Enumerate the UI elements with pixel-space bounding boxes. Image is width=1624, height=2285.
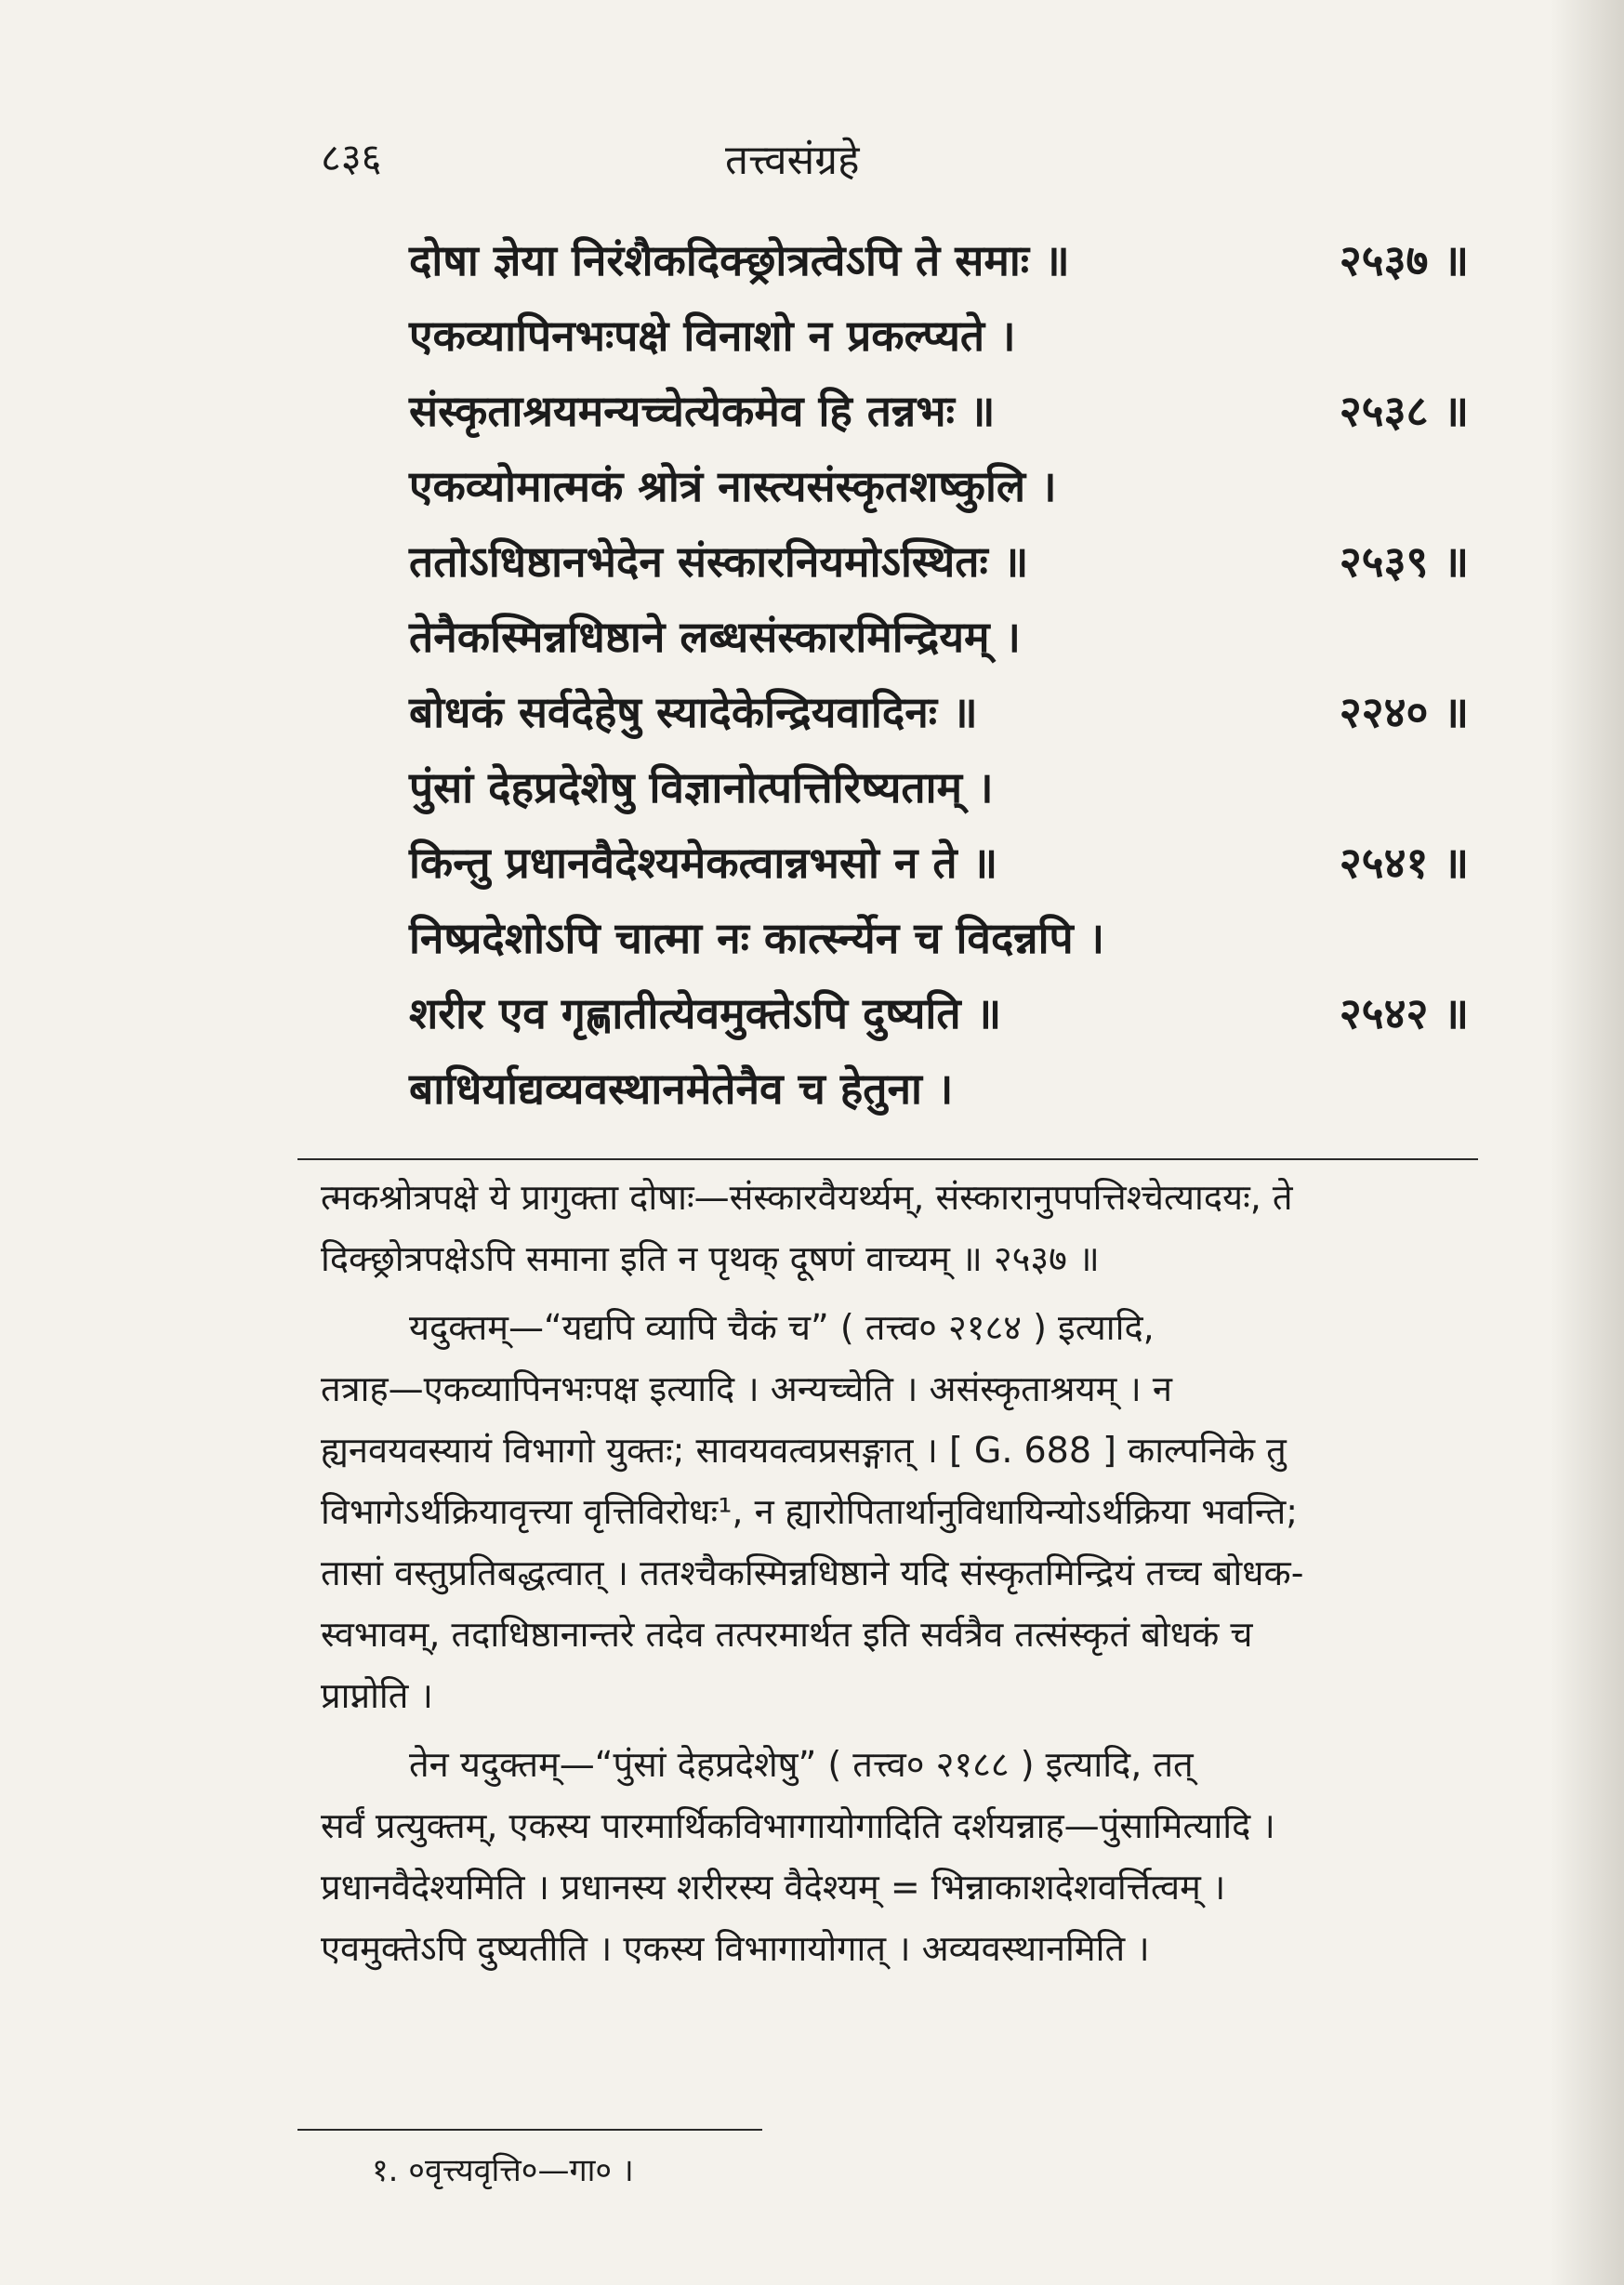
verse-number: २२४० ॥ bbox=[1339, 687, 1469, 737]
verse-line bbox=[409, 1051, 1487, 1127]
verse-text: संस्कृताश्रयमन्यच्चेत्येकमेव हि तन्नभः ॥ bbox=[409, 386, 996, 436]
verse-number: २५४२ ॥ bbox=[1339, 988, 1469, 1038]
page-number: ८३६ bbox=[321, 135, 382, 180]
verse-line bbox=[409, 223, 1487, 298]
verse-text: बाधिर्याद्यव्यवस्थानमेतेनैव च हेतुना । bbox=[409, 1063, 954, 1114]
verse-line bbox=[409, 901, 1487, 976]
verse-text: दोषा ज्ञेया निरंशैकदिक्छ्रोत्रत्वेऽपि ते समाः ॥ bbox=[409, 235, 1070, 285]
commentary-paragraph: त्मकश्रोत्रपक्षे ये प्रागुक्ता दोषाः—संस्कारवैयर्थ्यम्, संस्कारानुपपत्तिश्चेत्यादयः, ते दिक्छ्रोत्रपक्षेऽपि समाना इति न पृथक् दूषणं वाच्यम् ॥ २५३७ ॥ bbox=[321, 1177, 1293, 1279]
section-divider bbox=[297, 1158, 1478, 1160]
commentary-paragraph: यदुक्तम्—“यद्यपि व्यापि चैकं च” ( तत्त्व० २१८४ ) इत्यादि, तत्राह—एकव्यापिनभःपक्ष इत्यादि । अन्यच्चेति । असंस्कृताश्रयम् । न ह्यनवयवस्यायं विभागो युक्तः; सावयवत्वप्रसङ्गात् । [ G. 688 ] काल्पनिके तु विभागेऽर्थक्रियावृत्त्या वृत्तिविरोधः¹, न ह्यारोपितार्थानुविधायिन्योऽर्थक्रिया भवन्ति; तासां वस्तुप्रतिबद्धत्वात् । ततश्चैकस्मिन्नधिष्ठाने यदि संस्कृतमिन्द्रियं तच्च बोधक- स्वभावम्, तदाधिष्ठानान्तरे तदेव तत्परमार्थत इति सर्वत्रैव तत्संस्कृतं बोधकं च प्राप्नोति । bbox=[321, 1307, 1304, 1716]
verse-line bbox=[409, 298, 1487, 374]
page-edge-shadow bbox=[1550, 0, 1624, 2285]
verse-text: एकव्योमात्मकं श्रोत्रं नास्त्यसंस्कृतशष्कुलि । bbox=[409, 461, 1057, 511]
verse-line bbox=[409, 826, 1487, 901]
verse-text: किन्तु प्रधानवैदेश्यमेकत्वान्नभसो न ते ॥ bbox=[409, 838, 998, 888]
commentary-block bbox=[321, 1167, 1478, 1987]
verse-block bbox=[409, 223, 1487, 1127]
verse-line bbox=[409, 976, 1487, 1051]
footnote: १. ०वृत्त्यवृत्ति०—गा० । bbox=[372, 2152, 634, 2189]
verse-text: शरीर एव गृह्णातीत्येवमुक्तेऽपि दुष्यति ॥ bbox=[409, 988, 1002, 1038]
verse-text: ततोऽधिष्ठानभेदेन संस्कारनियमोऽस्थितः ॥ bbox=[409, 536, 1029, 587]
footnote-divider bbox=[297, 2129, 762, 2131]
verse-line bbox=[409, 750, 1487, 826]
verse-text: पुंसां देहप्रदेशेषु विज्ञानोत्पत्तिरिष्यताम् । bbox=[409, 762, 994, 812]
verse-line bbox=[409, 600, 1487, 675]
verse-line bbox=[409, 449, 1487, 524]
verse-line bbox=[409, 675, 1487, 750]
commentary-paragraph: तेन यदुक्तम्—“पुंसां देहप्रदेशेषु” ( तत्त्व० २१८८ ) इत्यादि, तत् सर्वं प्रत्युक्तम्, एकस्य पारमार्थिकविभागायोगादिति दर्शयन्नाह—पुंसामित्यादि । प्रधानवैदेश्यमिति । प्रधानस्य शरीरस्य वैदेश्यम् = भिन्नाकाशदेशवर्त्तित्वम् । एवमुक्तेऽपि दुष्यतीति । एकस्य विभागायोगात् । अव्यवस्थानमिति । bbox=[321, 1744, 1275, 1969]
page-header bbox=[0, 130, 1624, 186]
verse-number: २५३७ ॥ bbox=[1339, 235, 1469, 285]
verse-number: २५३८ ॥ bbox=[1339, 386, 1469, 436]
verse-number: २५३९ ॥ bbox=[1339, 536, 1469, 587]
verse-text: बोधकं सर्वदेहेषु स्यादेकेन्द्रियवादिनः ॥ bbox=[409, 687, 978, 737]
verse-number: २५४१ ॥ bbox=[1339, 838, 1469, 888]
verse-text: एकव्यापिनभःपक्षे विनाशो न प्रकल्प्यते । bbox=[409, 310, 1016, 361]
verse-line bbox=[409, 524, 1487, 600]
verse-text: तेनैकस्मिन्नधिष्ठाने लब्धसंस्कारमिन्द्रियम् । bbox=[409, 612, 1021, 662]
verse-line bbox=[409, 374, 1487, 449]
verse-text: निष्प्रदेशोऽपि चात्मा नः कार्त्स्न्येन च विदन्नपि । bbox=[409, 913, 1105, 963]
running-title: तत्त्वसंग्रहे bbox=[725, 137, 860, 184]
